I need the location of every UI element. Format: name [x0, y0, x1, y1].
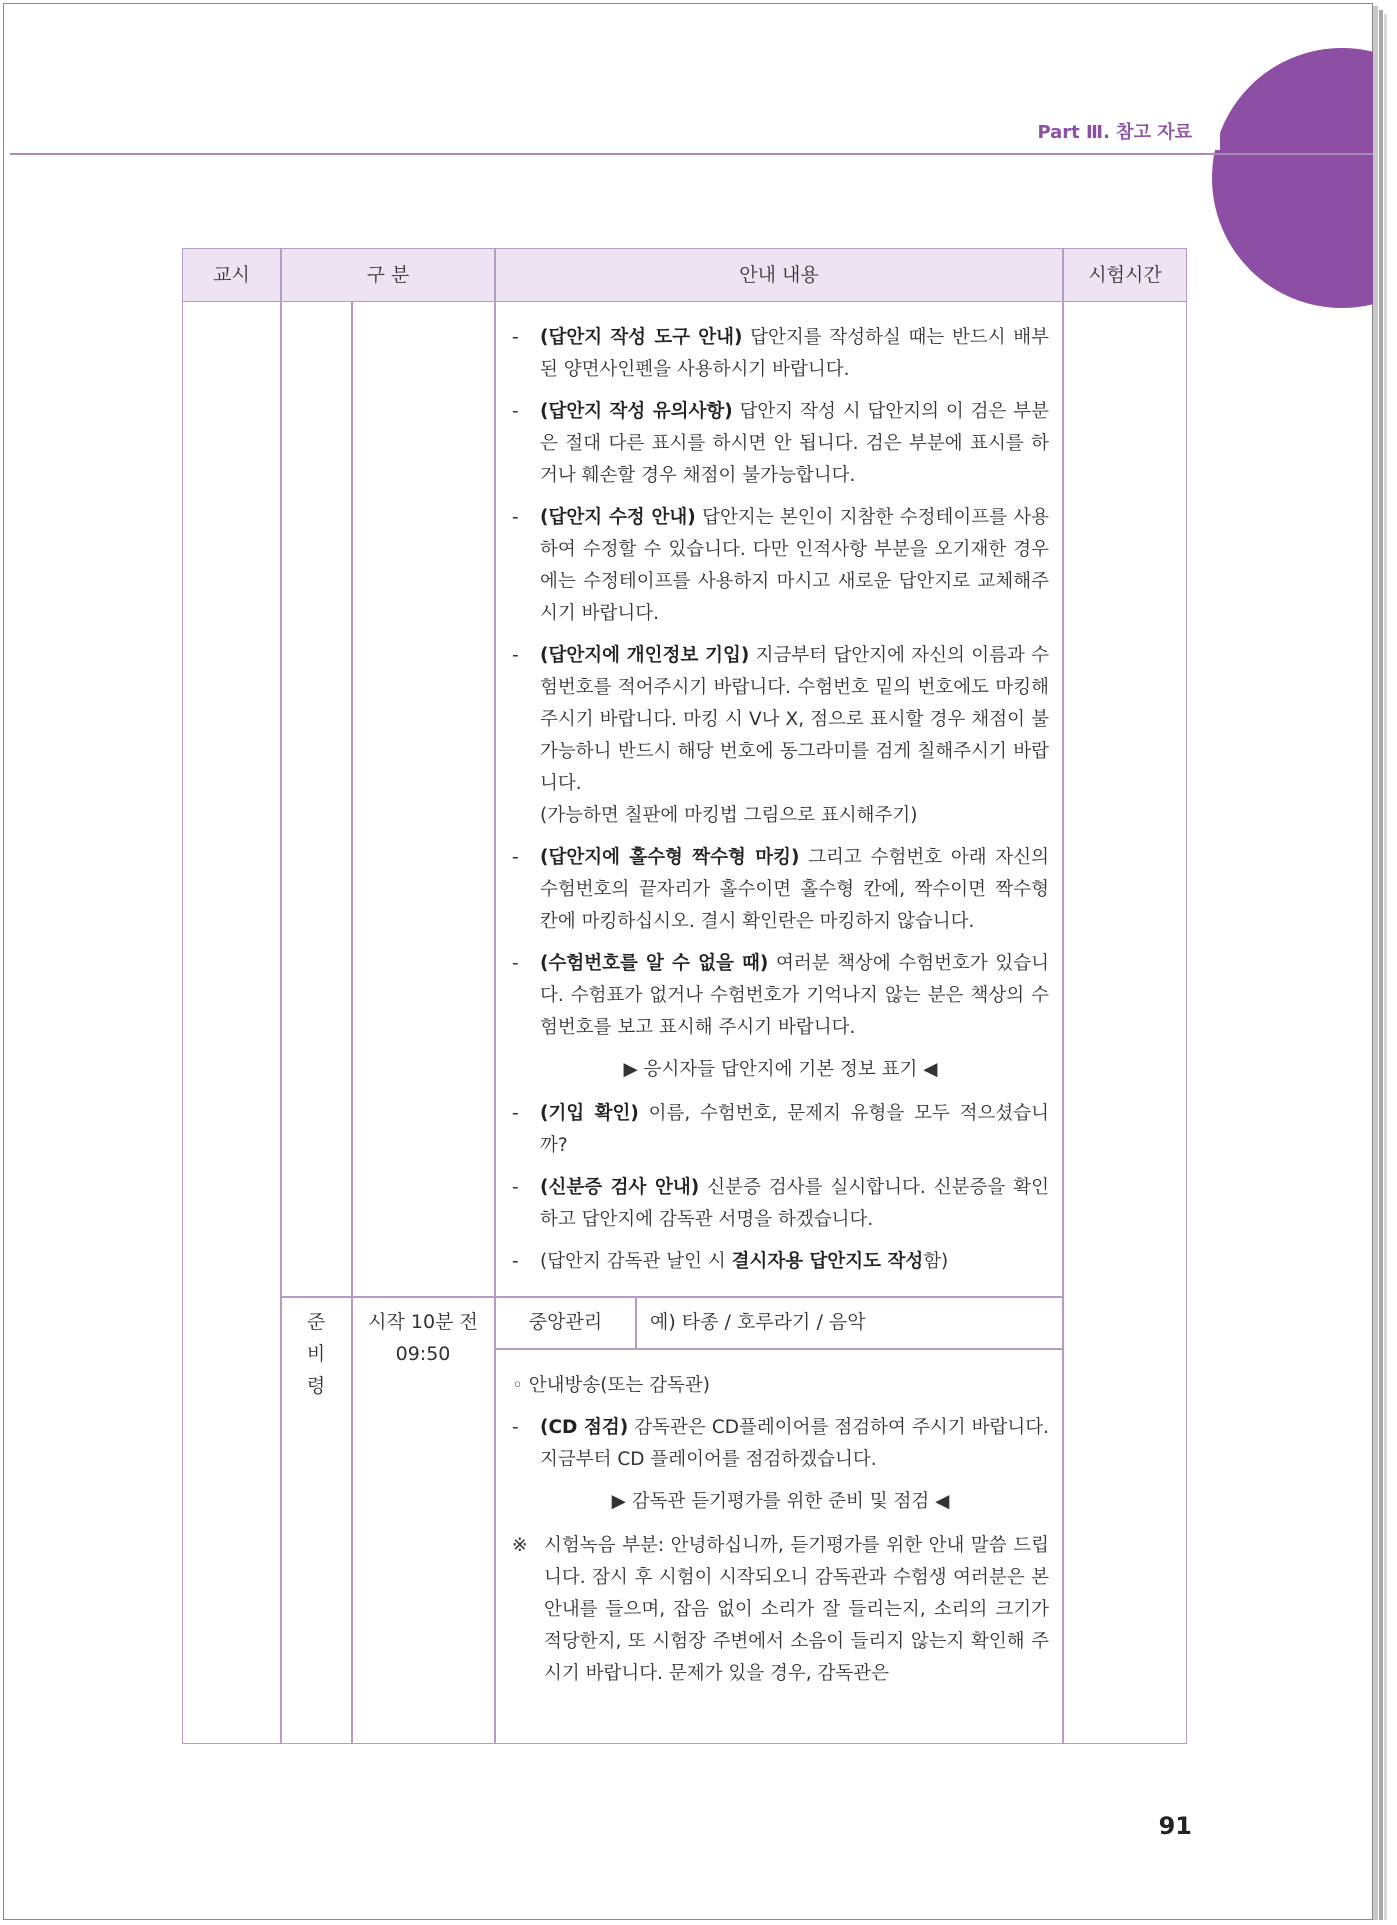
section-title: ▶ 응시자들 답안지에 기본 정보 표기 ◀: [623, 1059, 938, 1080]
category-label: 준 비 령: [306, 1311, 326, 1397]
dash: -: [512, 953, 519, 974]
header-time: 시험시간: [1088, 264, 1162, 286]
item-title: (답안지 작성 유의사항): [540, 401, 733, 422]
note-mark: ※: [512, 1535, 528, 1556]
guide-item: [512, 502, 1049, 630]
item-title: (답안지에 홀수형 짝수형 마킹): [540, 847, 800, 868]
dash: -: [512, 327, 519, 348]
page-edge: [1379, 10, 1383, 1920]
guide-item: [512, 1172, 1049, 1236]
dash: -: [512, 1177, 519, 1198]
guide-item: [512, 322, 1049, 386]
item-title: (CD 점검): [540, 1417, 629, 1438]
guide-item: [512, 1098, 1049, 1162]
page-edge: [1373, 6, 1378, 1920]
dash: -: [512, 401, 519, 422]
item-text: 함): [923, 1251, 949, 1272]
item-text: 신분증 검사를 실시합니다. 신분증을 확인하고 답안지에 감독관 서명을 하겠습니다.: [540, 1177, 1050, 1230]
item-text: 감독관은 CD플레이어를 점검하여 주시기 바랍니다. 지금부터 CD 플레이어를 점검하겠습니다.: [540, 1417, 1049, 1470]
item-text: 답안지를 작성하실 때는 반드시 배부된 양면사인펜을 사용하시기 바랍니다.: [540, 327, 1049, 380]
broadcast-bullet: ◦ 안내방송(또는 감독관): [512, 1375, 710, 1396]
header-content: 안내 내용: [739, 264, 819, 286]
guide-item: [512, 1412, 1049, 1476]
item-title: (답안지에 개인정보 기입): [540, 645, 750, 666]
header-part-title: Part Ⅲ. 참고 자료: [1037, 122, 1192, 143]
item-text: 그리고 수험번호 아래 자신의 수험번호의 끝자리가 홀수이면 홀수형 칸에, 짝수이면 짝수형 칸에 마킹하십시오. 결시 확인란은 마킹하지 않습니다.: [540, 847, 1049, 932]
guide-item: [512, 948, 1049, 1044]
dash: -: [512, 1251, 519, 1272]
item-title: (답안지 수정 안내): [540, 507, 696, 528]
note-text: 시험녹음 부분: 안녕하십니까, 듣기평가를 위한 안내 말씀 드립니다. 잠시 후 시험이 시작되오니 감독관과 수험생 여러분은 본 안내를 들으며, 잡음 없이 소리가 잘 들리는지, 소리의 크기가 적당한지, 또 시험장 주변에서 소음이 들리지 않는지 확인해 주시기 바랍니다. 문제가 있을 경우, 감독관은: [544, 1535, 1049, 1684]
item-text: 여러분 책상에 수험번호가 있습니다. 수험표가 없거나 수험번호가 기억나지 않는 분은 책상의 수험번호를 보고 표시해 주시기 바랍니다.: [540, 953, 1050, 1038]
lower-guide-content: [512, 1370, 1049, 1700]
item-extra: (가능하면 칠판에 마킹법 그림으로 표시해주기): [540, 805, 918, 826]
col-divider: [635, 1296, 637, 1349]
header-rule: [10, 153, 1373, 155]
dash: -: [512, 645, 519, 666]
dash: -: [512, 507, 519, 528]
item-text: (답안지 감독관 날인 시: [540, 1251, 732, 1272]
item-text: 이름, 수험번호, 문제지 유형을 모두 적으셨습니까?: [540, 1103, 1049, 1156]
row-divider: [281, 1296, 1063, 1298]
item-text: 답안지는 본인이 지참한 수정테이프를 사용하여 수정할 수 있습니다. 다만 인적사항 부분을 오기재한 경우에는 수정테이프를 사용하지 마시고 새로운 답안지로 교체해주시기 바랍니다.: [540, 507, 1050, 624]
item-title: (수험번호를 알 수 없을 때): [540, 953, 769, 974]
item-emphasis: 결시자용 답안지도 작성: [731, 1251, 924, 1272]
col-divider: [494, 249, 496, 1743]
item-text: 지금부터 답안지에 자신의 이름과 수험번호를 적어주시기 바랍니다. 수험번호 밑의 번호에도 마킹해주시기 바랍니다. 마킹 시 V나 X, 점으로 표시할 경우 채점이 불가능하니 반드시 해당 번호에 동그라미를 검게 칠해주시기 바랍니다.: [540, 645, 1049, 794]
header-category: 구 분: [366, 264, 410, 286]
item-title: (답안지 작성 도구 안내): [540, 327, 743, 348]
item-text: 답안지 작성 시 답안지의 이 검은 부분은 절대 다른 표시를 하시면 안 됩니다. 검은 부분에 표시를 하거나 훼손할 경우 채점이 불가능합니다.: [540, 401, 1049, 486]
guide-item: [512, 640, 1049, 832]
note-item: [512, 1530, 1049, 1690]
item-title: (신분증 검사 안내): [540, 1177, 700, 1198]
page-edge: [1384, 14, 1387, 1920]
row-divider: [495, 1348, 1063, 1350]
item-title: (기입 확인): [540, 1103, 639, 1124]
timing-label: 시작 10분 전: [368, 1311, 478, 1333]
col-divider: [1062, 249, 1064, 1743]
control-label: 중앙관리: [528, 1311, 603, 1333]
dash: -: [512, 1103, 519, 1124]
clock-label: 09:50: [395, 1343, 451, 1365]
upper-guide-content: [512, 322, 1049, 1288]
guide-item: [512, 842, 1049, 938]
guide-item: [512, 396, 1049, 492]
control-example: 예) 타종 / 호루라기 / 음악: [650, 1311, 866, 1333]
dash: -: [512, 847, 519, 868]
col-divider: [280, 249, 282, 1743]
guide-item: [512, 1246, 1049, 1278]
col-divider: [351, 301, 353, 1743]
section-title: ▶ 감독관 듣기평가를 위한 준비 및 점검 ◀: [611, 1491, 950, 1512]
dash: -: [512, 1417, 519, 1438]
header-period: 교시: [213, 264, 250, 286]
page-number: 91: [1158, 1812, 1192, 1840]
